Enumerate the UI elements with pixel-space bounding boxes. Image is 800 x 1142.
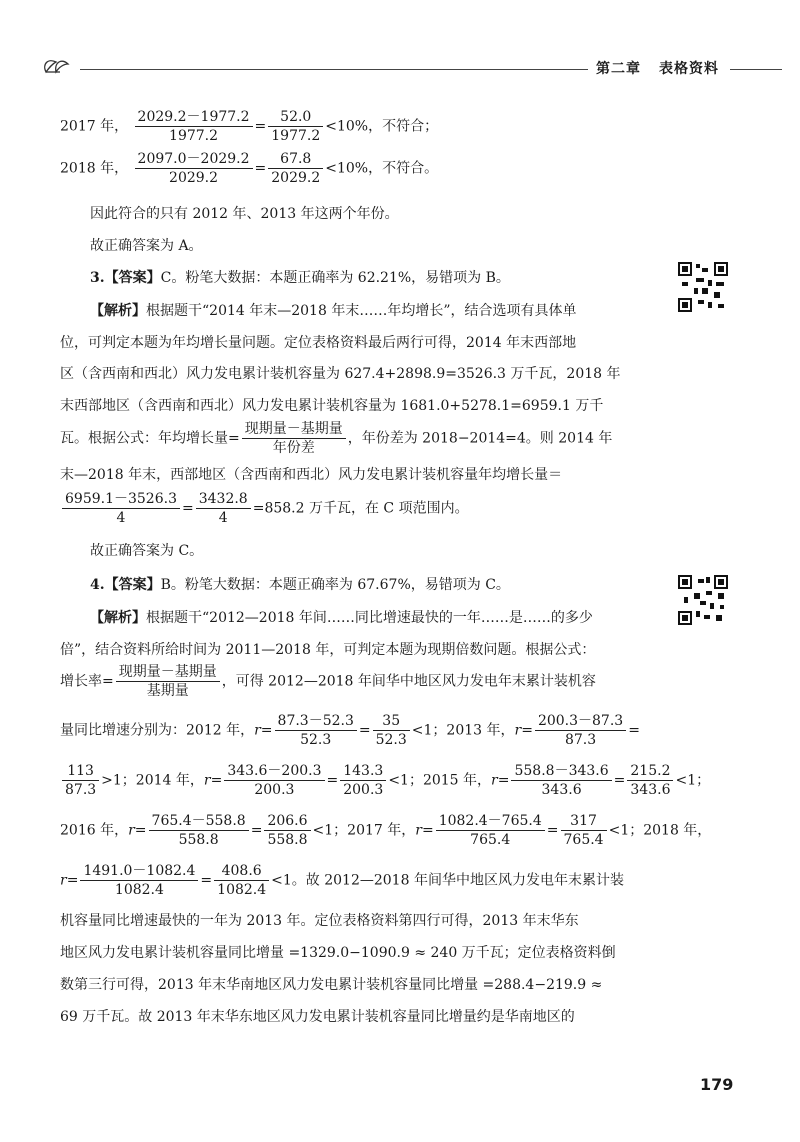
header-rule-right <box>730 69 782 70</box>
q3-analysis-line-2: 位，可判定本题为年均增长量问题。定位表格资料最后两行可得，2014 年末西部地 <box>60 335 577 351</box>
q3-answer: 3.【答案】C。粉笔大数据：本题正确率为 62.21%，易错项为 B。 <box>90 270 510 286</box>
conclusion-line: 因此符合的只有 2012 年、2013 年这两个年份。 <box>90 206 399 222</box>
answer-line: 故正确答案为 A。 <box>90 238 203 254</box>
fraction: $\frac{52.0}{1977.2}$ <box>268 108 323 145</box>
fraction: $\frac{143.3}{200.3}$ <box>340 762 386 799</box>
header-rule-left <box>80 69 588 70</box>
page-header <box>40 52 780 92</box>
section-label: 表格资料 <box>659 61 719 77</box>
fraction: $\frac{2029.2-1977.2}{1977.2}$ <box>135 108 253 145</box>
fraction: $\frac{113}{87.3}$ <box>62 762 99 799</box>
q4-analysis-line-1: 【解析】根据题干“2012—2018 年间……同比增速最快的一年……是……的多少 <box>90 610 593 626</box>
fraction: $\frac{\text{现期量－基期量}}{\text{基期量}}$ <box>116 663 220 700</box>
calc-2017: 2017 年， $\frac{2029.2-1977.2}{1977.2}$ = $\frac{52.0}{1977.2}$ <10%，不符合； <box>60 109 439 144</box>
fraction: $\frac{35}{52.3}$ <box>373 712 410 749</box>
q4-answer: 4.【答案】B。粉笔大数据：本题正确率为 67.67%，易错项为 C。 <box>90 577 510 593</box>
fraction: $\frac{87.3-52.3}{52.3}$ <box>275 712 357 749</box>
fraction: $\frac{765.4-558.8}{558.8}$ <box>149 812 249 849</box>
page-number: 179 <box>700 1075 734 1094</box>
q4-rate-line-2: $\frac{113}{87.3}$ >1；2014 年，r= $\frac{343.6-200.3}{200.3}$ = $\frac{143.3}{200.3}$ <1；2015 年，r= $\frac{558.8-343.6}{343.6}$ = $\frac{215.2}{343.6}$ <1； <box>60 762 710 799</box>
qr-code-icon[interactable] <box>678 575 728 625</box>
q4-analysis-end-1: 机容量同比增速最快的一年为 2013 年。定位表格资料第四行可得，2013 年末华东 <box>60 913 579 929</box>
q4-rate-line-1: 量同比增速分别为：2012 年，r= $\frac{87.3-52.3}{52.3}$ = $\frac{35}{52.3}$ <1；2013 年，r= $\frac{200.3-87.3}{87.3}$ = <box>60 713 640 748</box>
fraction: $\frac{343.6-200.3}{200.3}$ <box>224 762 324 799</box>
fraction: $\frac{558.8-343.6}{343.6}$ <box>511 762 611 799</box>
fraction: $\frac{3432.8}{4}$ <box>196 490 251 527</box>
q4-formula-line: 增长率= $\frac{\text{现期量－基期量}}{\text{基期量}}$ ，可得 2012—2018 年间华中地区风力发电年末累计装机容 <box>60 664 596 699</box>
fraction: $\frac{\text{现期量－基期量}}{\text{年份差}}$ <box>242 420 346 457</box>
fraction: $\frac{215.2}{343.6}$ <box>627 762 673 799</box>
q4-analysis-end-3: 数第三行可得，2013 年末华南地区风力发电累计装机容量同比增量 =288.4−219.9 ≈ <box>60 977 603 993</box>
fraction: $\frac{2097.0-2029.2}{2029.2}$ <box>135 150 253 187</box>
fraction: $\frac{1491.0-1082.4}{1082.4}$ <box>80 862 198 899</box>
q4-analysis-end-2: 地区风力发电累计装机容量同比增量 =1329.0−1090.9 ≈ 240 万千瓦；定位表格资料倒 <box>60 945 616 961</box>
q3-calc-line: $\frac{6959.1-3526.3}{4}$ = $\frac{3432.8}{4}$ =858.2 万千瓦，在 C 项范围内。 <box>60 490 469 527</box>
fraction: $\frac{67.8}{2029.2}$ <box>268 150 323 187</box>
header-title <box>596 58 737 78</box>
qr-code-icon[interactable] <box>678 262 728 312</box>
q4-rate-line-3: 2016 年，r= $\frac{765.4-558.8}{558.8}$ = $\frac{206.6}{558.8}$ <1；2017 年，r= $\frac{1082.4-765.4}{765.4}$ = $\frac{317}{765.4}$ <1；2018 年， <box>60 813 712 848</box>
fraction: $\frac{1082.4-765.4}{765.4}$ <box>436 812 545 849</box>
calc-2018: 2018 年， $\frac{2097.0-2029.2}{2029.2}$ = $\frac{67.8}{2029.2}$ <10%，不符合。 <box>60 151 439 186</box>
q3-analysis-line-1: 【解析】根据题干“2014 年末—2018 年末……年均增长”，结合选项有具体单 <box>90 303 577 319</box>
fraction: $\frac{206.6}{558.8}$ <box>264 812 310 849</box>
q3-analysis-line-3: 区（含西南和西北）风力发电累计装机容量为 627.4+2898.9=3526.3 万千瓦，2018 年 <box>60 366 621 382</box>
chapter-label: 第二章 <box>596 61 641 77</box>
q3-analysis-line-4: 末西部地区（含西南和西北）风力发电累计装机容量为 1681.0+5278.1=6959.1 万千 <box>60 398 604 414</box>
fraction: $\frac{317}{765.4}$ <box>561 812 607 849</box>
q3-analysis-line-6: 末—2018 年末，西部地区（含西南和西北）风力发电累计装机容量年均增长量＝ <box>60 467 563 483</box>
answer-line: 故正确答案为 C。 <box>90 543 204 559</box>
leaf-logo-icon <box>40 52 80 82</box>
fraction: $\frac{6959.1-3526.3}{4}$ <box>62 490 180 527</box>
q4-rate-line-4: r= $\frac{1491.0-1082.4}{1082.4}$ = $\frac{408.6}{1082.4}$ <1。故 2012—2018 年间华中地区风力发电年末累计装 <box>60 863 624 898</box>
fraction: $\frac{200.3-87.3}{87.3}$ <box>535 712 626 749</box>
q4-analysis-line-2: 倍”，结合资料所给时间为 2011—2018 年，可判定本题为现期倍数问题。根据公式： <box>60 642 596 658</box>
fraction: $\frac{408.6}{1082.4}$ <box>214 862 269 899</box>
q3-formula-line: 瓦。根据公式：年均增长量= $\frac{\text{现期量－基期量}}{\text{年份差}}$ ，年份差为 2018−2014=4。则 2014 年 <box>60 421 613 456</box>
q4-analysis-end-4: 69 万千瓦。故 2013 年末华东地区风力发电累计装机容量同比增量约是华南地区的 <box>60 1009 575 1025</box>
